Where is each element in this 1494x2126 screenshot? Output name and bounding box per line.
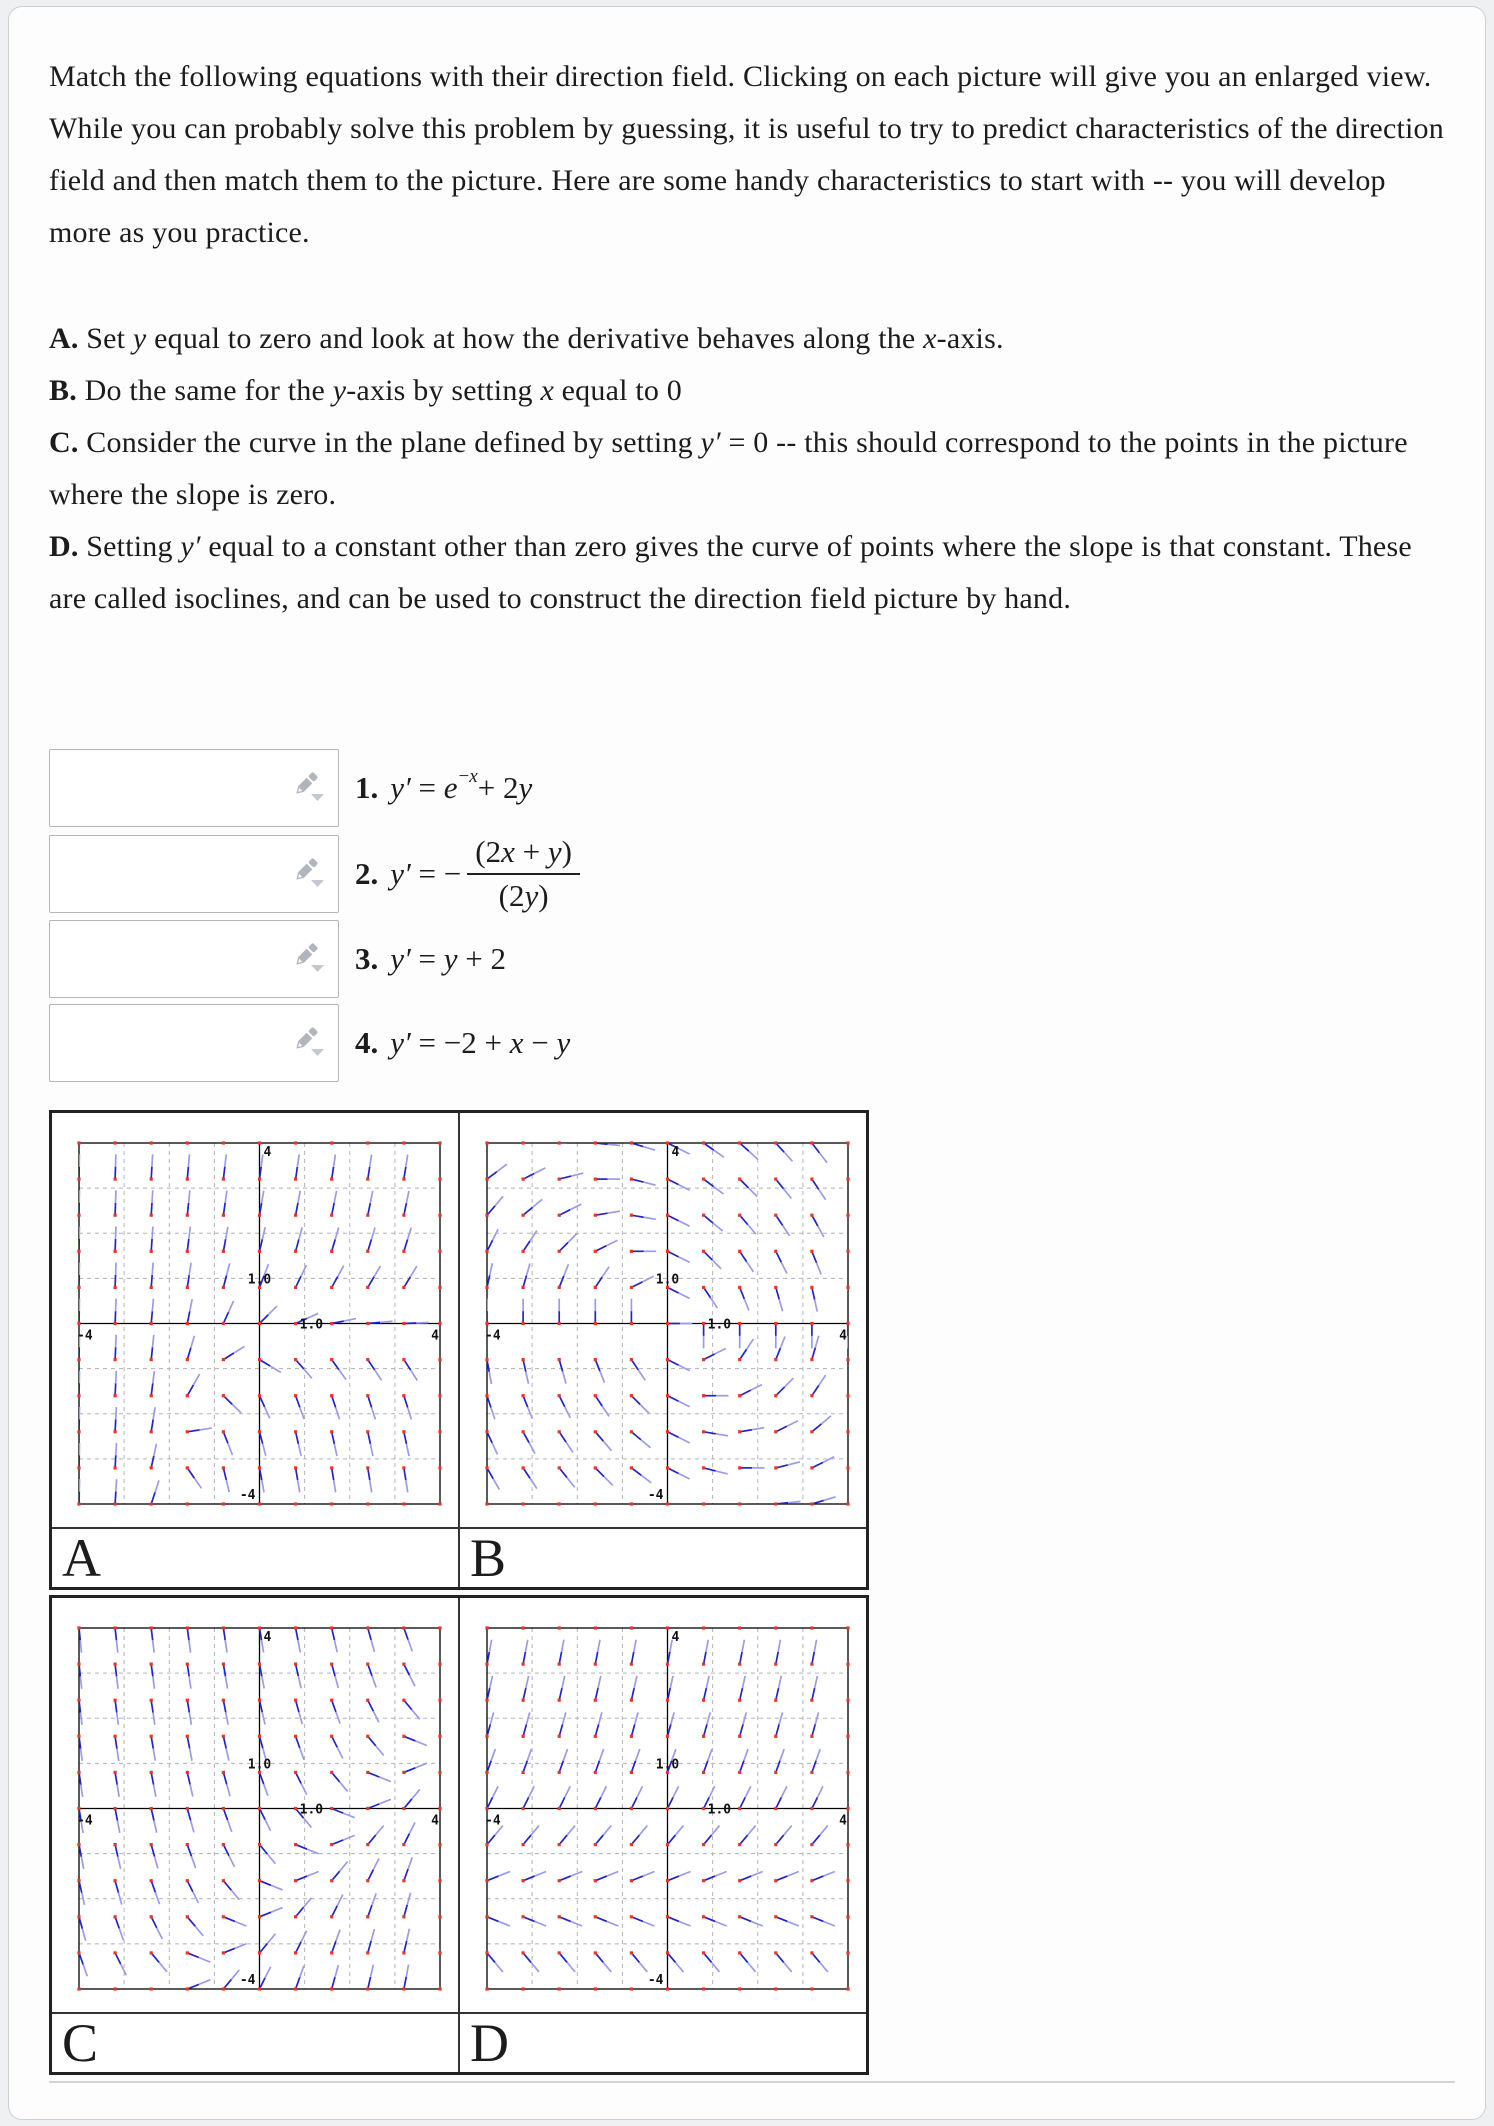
svg-text:1.0: 1.0 [655,1757,680,1773]
equation-body: y′ = − $\frac{(2x + y)}{(2y)}$ [390,833,580,914]
svg-text:4: 4 [431,1328,439,1344]
hint-text: Setting y′ equal to a constant other than zero gives the curve of points where the slope is that constant. These are called isoclines, and can be used to construct the direction field picture by hand. [49,530,1412,615]
matching-form [49,749,1453,1082]
svg-text:-4: -4 [239,1973,256,1989]
svg-text:1.0: 1.0 [299,1317,324,1333]
svg-text:-4: -4 [77,1328,93,1344]
hint-item-c [49,417,1453,521]
plots-section [49,1110,1453,2083]
svg-text:1.0: 1.0 [707,1317,732,1333]
plot-picture-B[interactable] [459,1112,868,1529]
problem-card [8,6,1486,2120]
match-row-2 [49,833,1453,914]
svg-text:4: 4 [431,1813,439,1829]
plot-label-D: D [459,2013,868,2074]
chevron-down-icon [311,965,324,972]
svg-text:-4: -4 [647,1488,664,1504]
equation-number: 2. [355,855,379,891]
problem-intro: Match the following equations with their direction field. Clicking on each picture will give you an enlarged view. While you can probably solve this problem by guessing, it is useful to try to predict characteristics of the direction field and then match them to the picture. Here are some handy characteristics to start with -- you will develop more as you practice. [49,60,1444,249]
hint-label: A. [49,322,79,355]
svg-text:-4: -4 [485,1328,501,1344]
equation-3 [355,941,506,977]
hint-label: D. [49,530,79,563]
equation-1 [355,766,533,806]
svg-text:1.0: 1.0 [247,1272,272,1288]
plot-picture-C[interactable] [51,1597,460,2014]
plot-label-A: A [51,1528,460,1589]
pencil-edit-icon[interactable] [290,942,330,976]
hint-text: Consider the curve in the plane defined by setting y′ = 0 -- this should correspond to the points in the picture where the slope is zero. [49,426,1408,511]
plot-picture-D[interactable] [459,1597,868,2014]
pencil-edit-icon[interactable] [290,771,330,805]
svg-text:-4: -4 [239,1488,256,1504]
hint-text: Set y equal to zero and look at how the derivative behaves along the x-axis. [86,322,1004,355]
equation-number: 3. [355,941,379,977]
equation-body: y′ = e −x + 2y [390,766,533,805]
svg-text:1.0: 1.0 [247,1757,272,1773]
svg-text:4: 4 [671,1630,680,1646]
pencil-edit-icon[interactable] [290,1026,330,1060]
direction-field-A[interactable] [54,1115,456,1525]
svg-text:-4: -4 [647,1973,664,1989]
hint-label: B. [49,374,77,407]
plot-picture-A[interactable] [51,1112,460,1529]
answer-select-1[interactable] [49,749,339,827]
svg-text:1.0: 1.0 [299,1802,324,1818]
chevron-down-icon [311,794,324,801]
direction-field-B[interactable] [462,1115,864,1525]
svg-text:4: 4 [263,1630,272,1646]
plot-label-B: B [459,1528,868,1589]
hint-text: Do the same for the y-axis by setting x equal to 0 [84,374,682,407]
match-row-1 [49,749,1453,827]
svg-text:4: 4 [263,1145,272,1161]
plot-table-ab [49,1110,869,1590]
direction-field-C[interactable] [54,1600,456,2010]
match-row-3 [49,920,1453,998]
svg-text:-4: -4 [77,1813,93,1829]
chevron-down-icon [311,1049,324,1056]
direction-field-D[interactable] [462,1600,864,2010]
equation-body: y′ = y + 2 [390,941,507,977]
hint-item-a [49,313,1453,365]
hint-item-d [49,521,1453,625]
svg-text:4: 4 [671,1145,680,1161]
equation-number: 4. [355,1025,379,1061]
svg-text:4: 4 [839,1328,847,1344]
equation-4 [355,1025,570,1061]
section-divider [49,2081,1455,2083]
answer-select-2[interactable] [49,835,339,913]
pencil-edit-icon[interactable] [290,857,330,891]
svg-text:4: 4 [839,1813,847,1829]
svg-text:-4: -4 [485,1813,501,1829]
equation-2 [355,833,580,914]
equation-number: 1. [355,770,379,805]
svg-text:1.0: 1.0 [655,1272,680,1288]
plot-table-cd [49,1595,869,2075]
match-row-4 [49,1004,1453,1082]
svg-text:1.0: 1.0 [707,1802,732,1818]
hints-block [49,313,1453,625]
answer-select-4[interactable] [49,1004,339,1082]
hint-item-b [49,365,1453,417]
answer-select-3[interactable] [49,920,339,998]
chevron-down-icon [311,880,324,887]
equation-body: y′ = −2 + x − y [390,1025,571,1061]
plot-label-C: C [51,2013,460,2074]
hint-label: C. [49,426,79,459]
